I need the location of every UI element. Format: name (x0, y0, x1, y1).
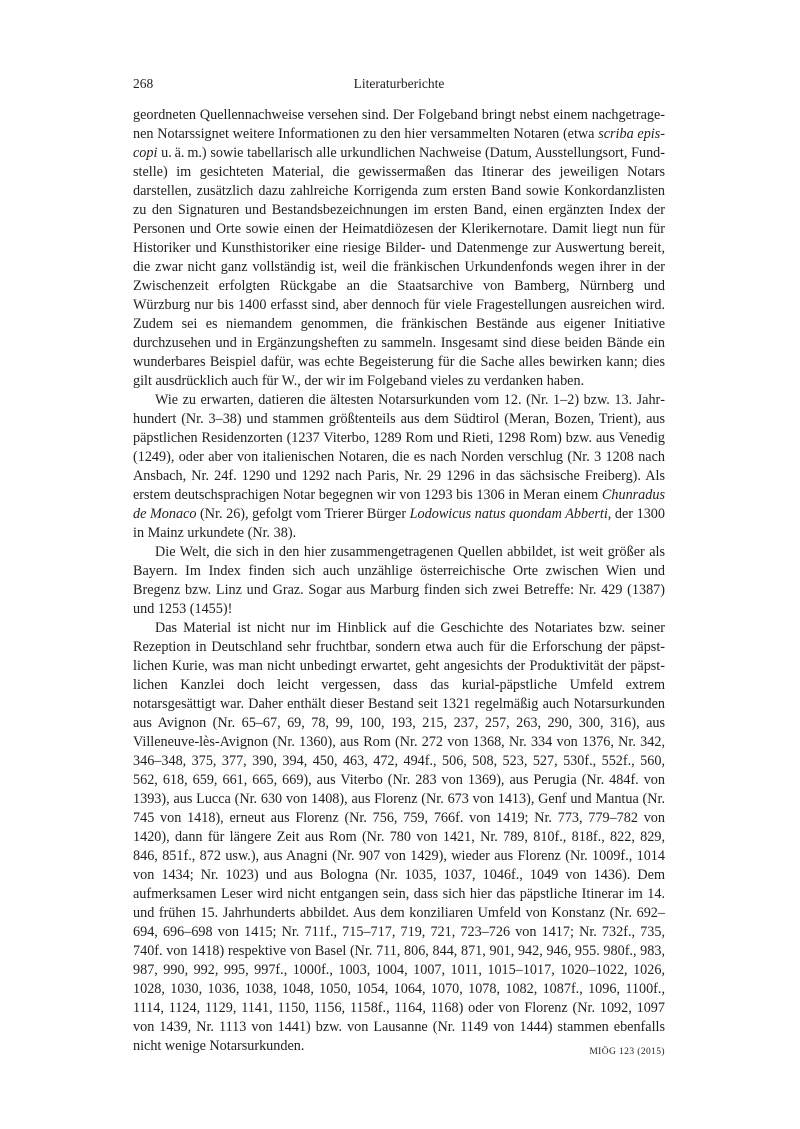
text-run: Das Material ist nicht nur im Hinblick auf die Geschichte des Notariates bzw. seiner Rezeption in Deutschland sehr fruchtbar, sondern etwa auch für die Erforschung der päpstlichen Kurie, was man nicht unbedingt erwartet, geht angesichts der Produktivität der päpstlichen Kanzlei doch leicht vergessen, dass das kurial-päpstliche Umfeld extrem notarsgesättigt war. Daher enthält dieser Bestand seit 1321 regelmäßig auch Notarsurkunden aus Avignon (Nr. 65–67, 69, 78, 99, 100, 193, 215, 237, 257, 263, 290, 300, 316), aus Villeneuve-lès-Avignon (Nr. 1360), aus Rom (Nr. 272 von 1368, Nr. 334 von 1376, Nr. 342, 346–348, 375, 377, 390, 394, 450, 463, 472, 494f., 506, 508, 523, 527, 530f., 552f., 560, 562, 618, 659, 661, 665, 669), aus Viterbo (Nr. 283 von 1369), aus Perugia (Nr. 484f. von 1393), aus Lucca (Nr. 630 von 1408), aus Florenz (Nr. 673 von 1413), Genf und Mantua (Nr. 745 von 1418), erneut aus Florenz (Nr. 756, 759, 766f. von 1419; Nr. 773, 779–782 von 1420), dann für längere Zeit aus Rom (Nr. 780 von 1421, Nr. 789, 810f., 818f., 822, 829, 846, 851f., 872 usw.), aus Anagni (Nr. 907 von 1429), wieder aus Florenz (Nr. 1009f., 1014 von 1434; Nr. 1023) und aus Bologna (Nr. 1035, 1037, 1046f., 1049 von 1436). Dem aufmerksamen Leser wird nicht entgangen sein, dass sich hier das päpstliche Itinerar im 14. und frühen 15. Jahrhunderts abbildet. Aus dem konziliaren Umfeld von Konstanz (Nr. 692–694, 696–698 von 1415; Nr. 711f., 715–717, 719, 721, 723–726 von 1417; Nr. 732f., 735, 740f. von 1418) respektive von Basel (Nr. 711, 806, 844, 871, 901, 942, 946, 955. 980f., 983, 987, 990, 992, 995, 997f., 1000f., 1003, 1004, 1007, 1011, 1015–1017, 1020–1022, 1026, 1028, 1030, 1036, 1038, 1048, 1050, 1054, 1064, 1070, 1078, 1082, 1087f., 1096, 1100f., 1114, 1124, 1129, 1141, 1150, 1156, 1158f., 1164, 1168) oder von Florenz (Nr. 1092, 1097 von 1439, Nr. 1113 von 1441) bzw. von Lausanne (Nr. 1149 von 1444) stammen ebenfalls nicht wenige Notarsurkunden. (133, 620, 665, 1054)
paragraph (133, 391, 665, 543)
paragraph (133, 543, 665, 619)
journal-footer: MIÖG 123 (2015) (589, 1047, 665, 1057)
page-number: 268 (133, 76, 154, 91)
paragraph (133, 619, 665, 1056)
paragraph (133, 106, 665, 391)
italic-text: scriba episcopi (133, 126, 665, 161)
text-run: u. ä. m.) sowie tabellarisch alle urkundlichen Nachweise (Datum, Ausstellungsort, Fundstelle) im gesichteten Material, die gewissermaßen das Itinerar des jeweiligen Notars darstellen, zusätzlich dazu zahlreiche Korrigenda zum ersten Band sowie Konkordanzlisten zu den Signaturen und Bestandsbezeichnungen im ersten Band, einen ergänzten Index der Personen und Orte sowie einen der Heimatdiözesen der Klerikernotare. Damit liegt nun für Historiker und Kunsthistoriker eine riesige Bilder- und Datenmenge zur Auswertung bereit, die zwar nicht ganz vollständig ist, weil die fränkischen Urkundenfonds wegen ihrer in der Zwischenzeit erfolgten Rückgabe an die Staatsarchive von Bamberg, Nürnberg und Würzburg nur bis 1400 erfasst sind, aber dennoch für viele Fragestellungen ausreichen wird. Zudem sei es niemandem genommen, die fränkischen Bestände aus eigener Initiative durchzusehen und in Ergänzungsheften zu sammeln. Insgesamt sind diese beiden Bände ein wunderbares Beispiel dafür, was echte Begeisterung für die Sache alles bewirken kann; dies gilt ausdrücklich auch für W., der wir im Folgeband vieles zu verdanken haben. (133, 145, 665, 389)
italic-text: Chunradus de Monaco (133, 487, 665, 522)
page-header (133, 76, 665, 96)
text-run: (Nr. 26), gefolgt vom Trierer Bürger (196, 506, 410, 522)
body-text (133, 106, 665, 1056)
text-run: geordneten Quellennachweise versehen sind. Der Folgeband bringt nebst einem nachgetragenen Notarssignet weitere Informationen zu den hier versammelten Notaren (etwa (133, 107, 665, 142)
text-run: Wie zu erwarten, datieren die ältesten Notarsurkunden vom 12. (Nr. 1–2) bzw. 13. Jahrhundert (Nr. 3–38) und stammen größtenteils aus dem Südtirol (Meran, Bozen, Trient), aus päpstlichen Residenzorten (1237 Viterbo, 1289 Rom und Rieti, 1298 Rom) bzw. aus Venedig (1249), oder aber von italienischen Notaren, die es nach Norden verschlug (Nr. 3 1208 nach Ansbach, Nr. 24f. 1290 und 1292 nach Paris, Nr. 29 1296 in das sächsische Freiberg). Als erstem deutschsprachigen Notar begegnen wir von 1293 bis 1306 in Meran einem (133, 392, 665, 503)
running-head: Literaturberichte (353, 76, 445, 91)
italic-text: Lodowicus natus quondam Abberti (409, 506, 608, 522)
text-run: Die Welt, die sich in den hier zusammengetragenen Quellen abbildet, ist weit größer als Bayern. Im Index finden sich auch unzählige österreichische Orte zwischen Wien und Bregenz bzw. Linz und Graz. Sogar aus Marburg finden sich zwei Betreffe: Nr. 429 (1387) und 1253 (1455)! (133, 544, 665, 617)
text-run: , der 1300 in Mainz urkundete (Nr. 38). (133, 506, 665, 541)
